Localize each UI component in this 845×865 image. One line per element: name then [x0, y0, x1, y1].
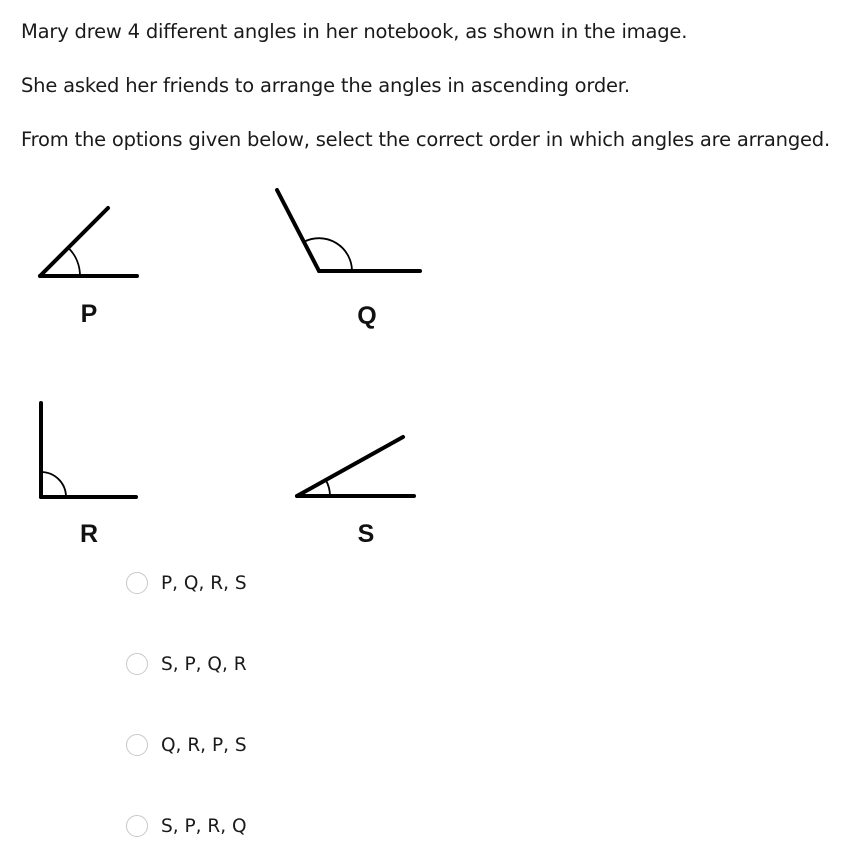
- question-line-3: From the options given below, select the correct order in which angles are arranged.: [21, 128, 830, 151]
- option-1[interactable]: [126, 570, 247, 596]
- option-3[interactable]: [126, 732, 247, 758]
- option-4[interactable]: [126, 813, 247, 839]
- label-s: S: [357, 520, 375, 548]
- angle-s: [297, 437, 414, 496]
- option-label[interactable]: P, Q, R, S: [161, 572, 247, 594]
- angle-q: [277, 190, 420, 271]
- radio-button[interactable]: [126, 572, 148, 594]
- radio-button[interactable]: [126, 815, 148, 837]
- label-p: P: [80, 300, 98, 328]
- angle-r: [41, 403, 136, 497]
- radio-button[interactable]: [126, 653, 148, 675]
- angles-figure: [0, 170, 460, 560]
- option-label[interactable]: Q, R, P, S: [161, 734, 247, 756]
- label-r: R: [79, 520, 99, 548]
- question-line-2: She asked her friends to arrange the angles in ascending order.: [21, 74, 630, 97]
- option-label[interactable]: S, P, Q, R: [161, 653, 247, 675]
- radio-button[interactable]: [126, 734, 148, 756]
- label-q: Q: [357, 302, 377, 330]
- option-2[interactable]: [126, 651, 247, 677]
- question-line-1: Mary drew 4 different angles in her notebook, as shown in the image.: [21, 20, 688, 43]
- option-label[interactable]: S, P, R, Q: [161, 815, 247, 837]
- angle-p: [40, 208, 137, 276]
